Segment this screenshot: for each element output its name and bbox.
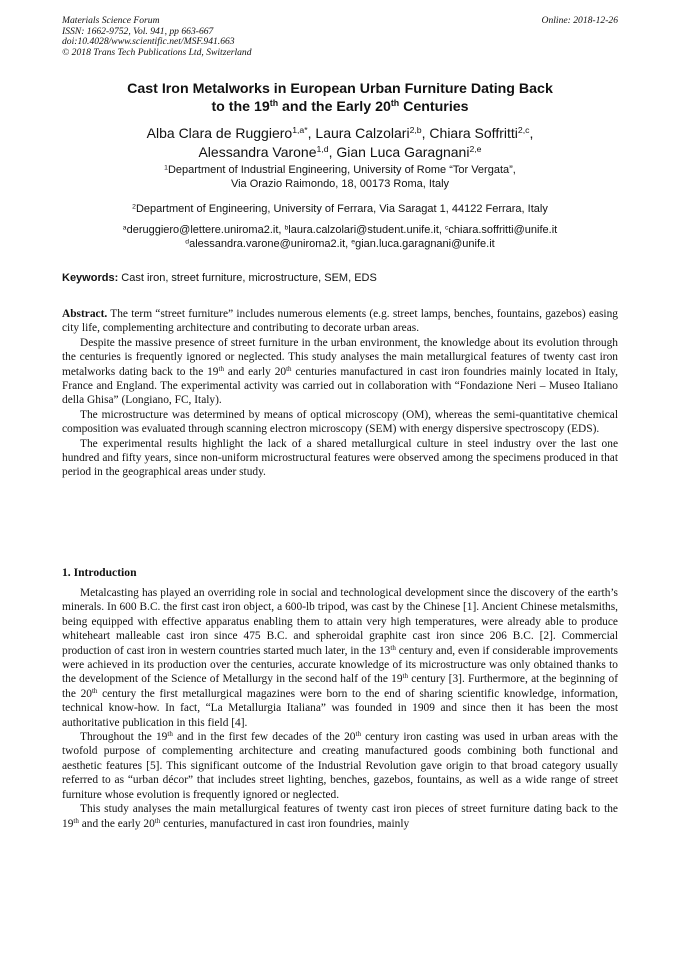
online-date: Online: 2018-12-26 [541, 15, 618, 26]
abstract-label: Abstract. [62, 308, 108, 320]
title-line-1: Cast Iron Metalworks in European Urban Furniture Dating Back [127, 81, 553, 97]
intro-paragraph: This study analyses the main metallurgical features of twenty cast iron pieces of street furniture dating back to the 19th and the early 20th centuries, manufactured in cast iron foundries, mainly [62, 803, 618, 830]
author-list: Alba Clara de Ruggiero$^{1,a*}$, Laura Calzolari$^{2,b}$, Chiara Soffritti$^{2,c}$, Alessandra Varone$^{1,d}$, Gian Luca Garagnani$^{2,e}$ [146, 125, 534, 160]
affiliation-1: $^1$Department of Industrial Engineering, University of Rome “Tor Vergata”, Via Orazio Raimondo, 18, 00173 Roma, Italy [164, 164, 516, 190]
email-link[interactable]: alessandra.varone@uniroma2.it, [189, 237, 352, 250]
doi: doi:10.4028/www.scientific.net/MSF.941.663 [62, 36, 235, 48]
issn: ISSN: 1662-9752, Vol. 941, pp 663-667 [62, 25, 214, 37]
section-heading: 1. Introduction [62, 566, 137, 579]
author-name: Laura Calzolari [315, 125, 410, 141]
email-link[interactable]: deruggiero@lettere.uniroma2.it, [126, 224, 285, 236]
intro-paragraph: Throughout the 19th and in the first few decades of the 20th century iron casting was used in urban areas with the twofold purpose of complementing architecture and creating manufactured goods combining both functional and aesthetic features [5]. This significant outcome of the Industrial Revolution gave origin to that broad category usually referred to as “urban décor” that includes street lighting, benches, gazebos, fountains, as well as a wide range of street furniture whose evolution is frequently ignored or neglected. [62, 730, 618, 801]
abstract [62, 307, 618, 480]
author-name: Chiara Soffritti [429, 125, 518, 141]
journal-header [62, 16, 618, 58]
abstract-paragraph: Despite the massive presence of street furniture in the urban environment, the knowledge about its evolution through the centuries is frequently ignored or neglected. This study analyses the main metallurgical features of twenty cast iron metalworks dating back to the 19th and early 20th centuries manufactured in cast iron foundries mainly located in Italy, France and England. The experimental activity was carried out in collaboration with “Fondazione Neri – Museo Italiano della Ghisa” (Longiano, FC, Italy). [62, 336, 618, 407]
email-link[interactable]: laura.calzolari@student.unife.it, [288, 224, 445, 236]
author-name: Gian Luca Garagnani [336, 144, 470, 160]
journal-name: Materials Science Forum [62, 15, 160, 26]
paper-title [62, 80, 618, 116]
intro-paragraph: Metalcasting has played an overriding role in social and technological development since the discovery of the earth’s minerals. In 600 B.C. the first cast iron object, a 600-lb tripod, was cast by the Chinese [1]. Ancient Chinese metalsmiths, being equipped with effective apparatus enabling them to attain very high temperatures, were already able to produce whiteheart malleable cast iron since 475 B.C. and spheroidal graphite cast iron since 206 B.C. [2]. Commercial production of cast iron in western countries started much later, in the 13th century and, even if considerable improvements were achieved in its production over the centuries, accurate knowledge of its microstructure was only obtained thanks to the development of the Science of Metallurgy in the second half of the 19th century [3]. Furthermore, at the beginning of the 20th century the first metallurgical magazines were born to the end of sharing scientific knowledge, information, technical know-how. In fact, “La Metallurgia Italiana” was founded in 1909 and since then it has been the most authoritative publication in this field [4]. [62, 587, 619, 729]
author-name: Alessandra Varone [198, 144, 317, 160]
author-emails: $^a$deruggiero@lettere.uniroma2.it, $^b$laura.calzolari@student.unife.it, $^c$chiara.soffritti@unife.it $^d$alessandra.varone@uniroma2.it, $^e$gian.luca.garagnani@unife.it [122, 224, 558, 250]
keywords-text: Cast iron, street furniture, microstructure, SEM, EDS [118, 272, 377, 284]
email-link[interactable]: gian.luca.garagnani@unife.it [355, 237, 495, 250]
keywords [62, 272, 618, 286]
copyright: © 2018 Trans Tech Publications Ltd, Switzerland [62, 46, 252, 58]
affiliation-2: $^2$Department of Engineering, University of Ferrara, Via Saragat 1, 44122 Ferrara, Italy [132, 203, 548, 215]
abstract-paragraph: The microstructure was determined by means of optical microscopy (OM), whereas the semi-quantitative chemical composition was evaluated through scanning electron microscopy (SEM) with energy dispersive spectroscopy (EDS). [62, 408, 618, 436]
abstract-paragraph: The experimental results highlight the lack of a shared metallurgical culture in steel industry over the last one hundred and fifty years, since non-uniform microstructural features were observed among the specimens produced in that period in the geographical areas under study. [62, 437, 618, 479]
introduction-body [62, 586, 618, 831]
title-line-2: to the 19th and the Early 20th Centuries [211, 98, 469, 115]
email-link[interactable]: chiara.soffritti@unife.it [448, 224, 558, 236]
keywords-label: Keywords: [62, 272, 119, 284]
abstract-paragraph: Abstract. The term “street furniture” includes numerous elements (e.g. street lamps, benches, fountains, gazebos) easing city life, complementing architecture and contributing to decorate urban areas. [62, 308, 618, 335]
author-name: Alba Clara de Ruggiero [146, 125, 293, 141]
